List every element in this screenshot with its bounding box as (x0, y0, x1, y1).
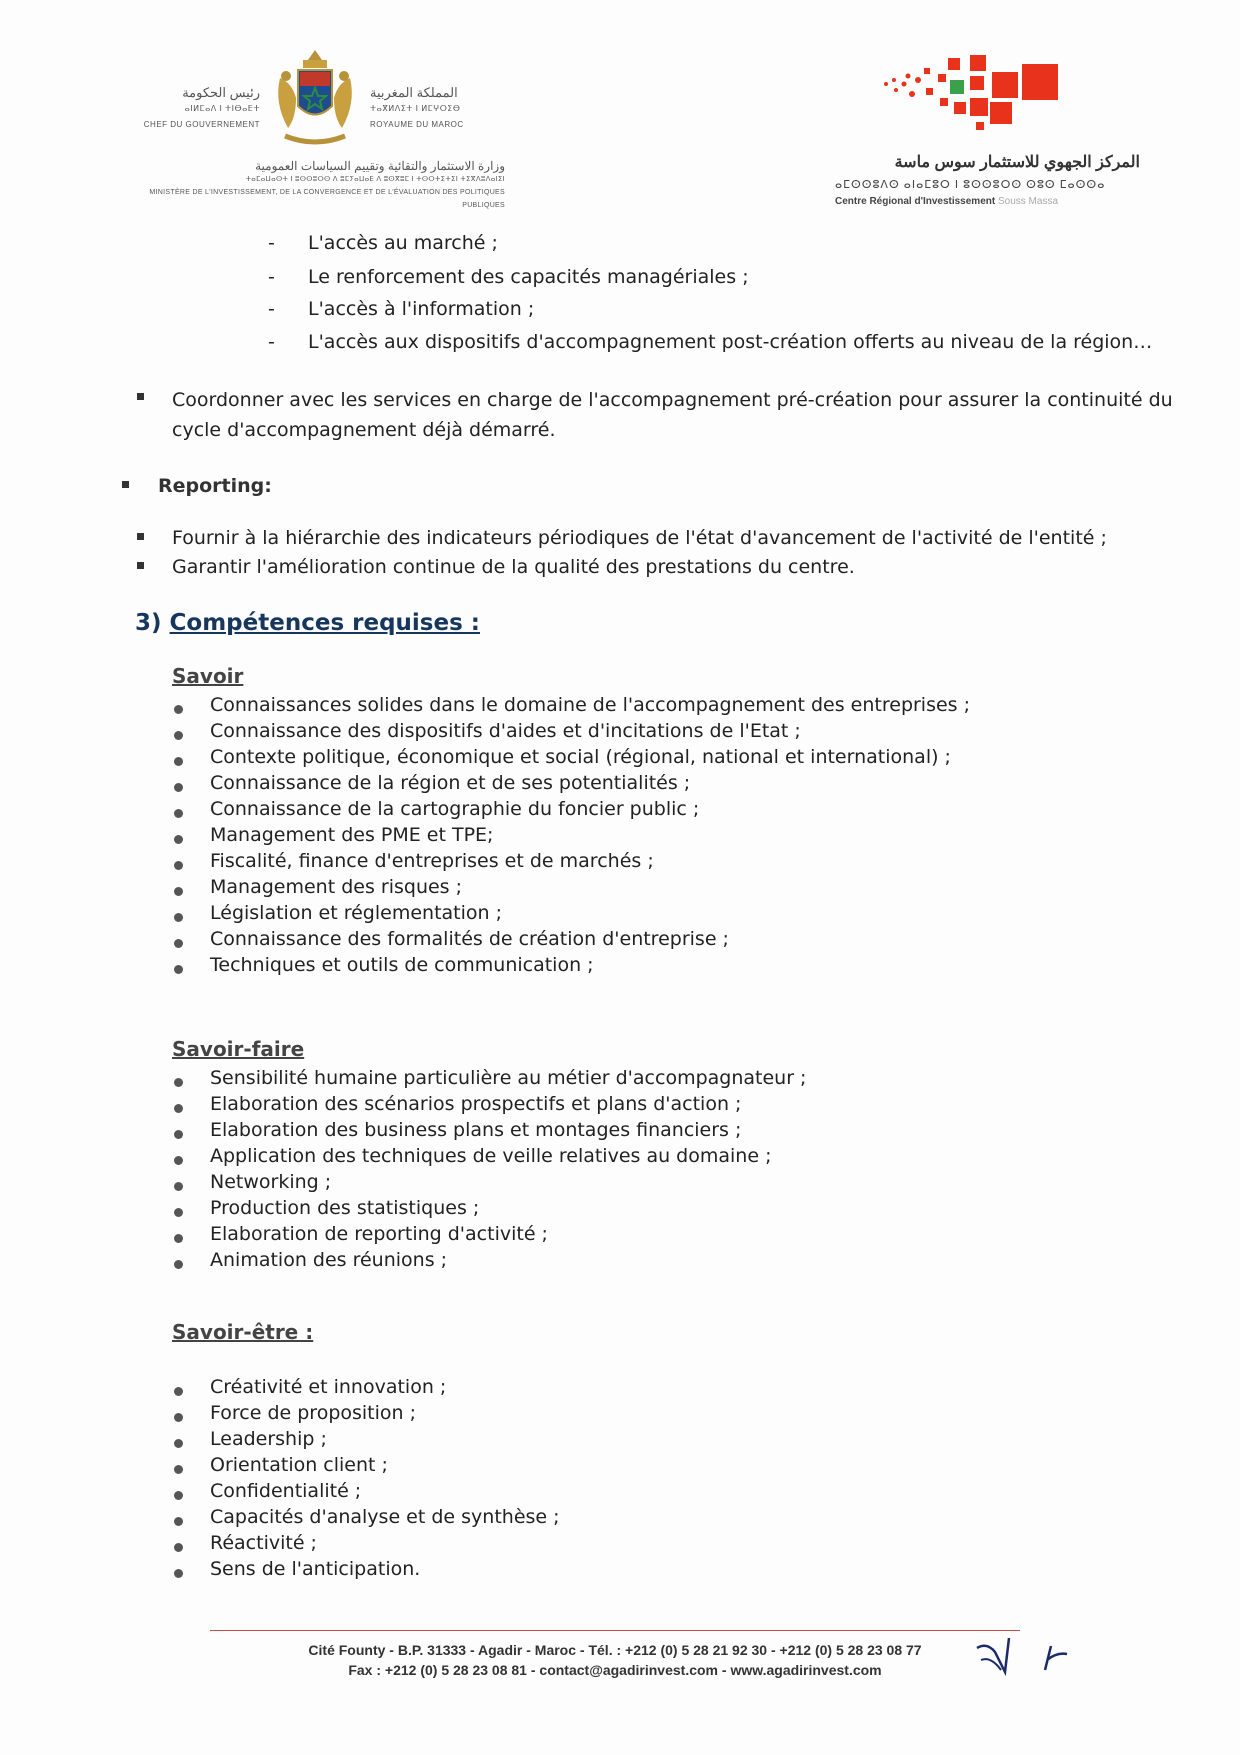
circle-bullet-icon (174, 1260, 183, 1269)
circle-bullet-icon (174, 705, 183, 714)
circle-bullet-icon (174, 1182, 183, 1191)
circle-bullet-icon (174, 757, 183, 766)
footer (210, 1640, 1020, 1680)
reporting-item: Fournir à la hiérarchie des indicateurs périodiques de l'état d'avancement de l'activité de l'entité ; (172, 527, 1107, 549)
government-header (120, 40, 520, 210)
cri-header (830, 50, 1150, 220)
circle-bullet-icon (174, 939, 183, 948)
ministry-label: وزارة الاستثمار والتقائية وتقييم السياسات العمومية ⵜⴰⵎⴰⵡⴰⵙⵜ ⵏ ⵓⵙⵙⵓⵔⵙ ⴷ ⵓⵎⵢⴰⵡⴰⴹ ⴷ ⵓⵙⴳⵓⵎ ⵏ ⵜⵙⵔⵜⵉⵜⵉⵏ ⵜⵉⴳⴷⵓⴷⴰⵏⵉⵏ MINISTÈRE DE L'INVESTISSEMENT, DE LA CONVERGENCE ET DE L'ÉVALUATION DES POLITIQUES PUBLIQUES (149, 159, 505, 209)
square-bullet-icon (137, 533, 144, 540)
savoir-etre-heading: Savoir-être : (172, 1320, 314, 1344)
circle-bullet-icon (174, 913, 183, 922)
circle-bullet-icon (174, 1543, 183, 1552)
kingdom-label: المملكة المغربية ⵜⴰⴳⵍⴷⵉⵜ ⵏ ⵍⵎⵖⵔⵉⴱ ROYAUME DU MAROC (370, 85, 464, 129)
savoir-heading: Savoir (172, 664, 244, 688)
cri-arabic-name: المركز الجهوي للاستثمار سوس ماسة (894, 154, 1140, 171)
circle-bullet-icon (174, 809, 183, 818)
reporting-item: Garantir l'amélioration continue de la qualité des prestations du centre. (172, 556, 855, 578)
section-title: 3) Compétences requises : (135, 610, 480, 636)
circle-bullet-icon (174, 1208, 183, 1217)
initials-signature-icon (975, 1630, 1085, 1690)
circle-bullet-icon (174, 887, 183, 896)
document-page: رئيس الحكومة ⴰⵏⵍⵎⴰⴷ ⵏ ⵜⵏⴱⴰⴹⵜ CHEF DU GOUVERNEMENT المملكة المغربية ⵜⴰⴳⵍⴷⵉⵜ ⵏ ⵍⵎⵖⵔⵉⴱ ROYAUME DU MAROC وزارة الاستثمار والتقائية وتقييم السياسات العمومية ⵜⴰⵎⴰⵡⴰⵙⵜ ⵏ ⵓⵙⵙⵓⵔⵙ ⴷ ⵓⵎⵢⴰⵡⴰⴹ ⴷ ⵓⵙⴳⵓⵎ ⵏ ⵜⵙⵔⵜⵉⵜⵉⵏ ⵜⵉⴳⴷⵓⴷⴰⵏⵉⵏ MINISTÈRE DE L'INVESTISSEMENT, DE LA CONVERGENCE ET DE L'ÉVALUATION DES POLITIQUES PUBLIQUES المركز الجهوي للاستثمار سوس ماسة ⴰⵎⵙⵙⵓⴷⵙ ⴰⵏⴰⵎⵓⵔ ⵏ ⵓⵙⵙⵓⵔⵙ ⵙⵓⵙ ⵎⴰⵙⵙⴰ Centre Régional d'Investissement Souss Massa - L'accès au marché ; - Le renforcement des capacités managériales ; - L'accès à l'information ; - L'accès aux dispositifs d'accompagnement post-création offerts au niveau de la région… Coordonner avec les services en charge de l'accompagnement pré-création pour assurer la continuité du cycle d'accompagnement déjà démarré. Reporting: Fournir à la hiérarchie des indicateurs périodiques de l'état d'avancement de l'activité de l'entité ; Garantir l'amélioration continue de la qualité des prestations du centre. 3) Compétences requises : Savoir Connaissances solides dans le domaine de l'accompagnement des entreprises ; Connaissance des dispositifs d'aides et d'incitations de l'Etat ; Contexte politique, économique et social (régional, national et international) ; Connaissance de la région et de ses potentialités ; Connaissance de la cartographie du foncier public ; Management des PME et TPE; Fiscalité, finance d'entreprises et de marchés ; Management des risques ; Législation et réglementation ; Connaissance des formalités de création d'entreprise ; Techniques et outils de communication ; Savoir-faire Sensibilité humaine particulière au métier d'accompagnateur ; Elaboration des scénarios prospectifs et plans d'action ; Elaboration des business plans et montages financiers ; Application des techniques de veille relatives au domaine ; Networking ; Production des statistiques ; Elaboration de reporting d'activité ; Animation des réunions ; Savoir-être : Créativité et innovation ; Force de proposition ; Leadership ; Orientation client ; Confidentialité ; Capacités d'analyse et de synthèse ; Réactivité ; Sens de l'anticipation. Cité Founty - B.P. 31333 - Agadir - Maroc - Tél. : +212 (0) 5 28 21 92 30 - +212 (0) 5 28 23 08 77 Fax : +212 (0) 5 28 23 08 81 - contact@agadirinvest.com - www.agadirinvest.com (0, 0, 1240, 1755)
square-bullet-icon (122, 481, 129, 488)
moroccan-coat-of-arms-icon (270, 48, 360, 153)
cri-tifinagh-name: ⴰⵎⵙⵙⵓⴷⵙ ⴰⵏⴰⵎⵓⵔ ⵏ ⵓⵙⵙⵓⵔⵙ ⵙⵓⵙ ⵎⴰⵙⵙⴰ (835, 179, 1106, 191)
head-of-government-label: رئيس الحكومة ⴰⵏⵍⵎⴰⴷ ⵏ ⵜⵏⴱⴰⴹⵜ CHEF DU GOUVERNEMENT (143, 85, 260, 129)
savoir-faire-heading: Savoir-faire (172, 1037, 305, 1061)
circle-bullet-icon (174, 1569, 183, 1578)
circle-bullet-icon (174, 1517, 183, 1526)
circle-bullet-icon (174, 1156, 183, 1165)
reporting-label: Reporting: (158, 475, 272, 497)
coordonner-paragraph: Coordonner avec les services en charge de l'accompagnement pré-création pour assurer la continuité du cycle d'accompagnement déjà démarré. (172, 389, 1173, 441)
circle-bullet-icon (174, 1130, 183, 1139)
circle-bullet-icon (174, 861, 183, 870)
cri-logo-icon (880, 50, 1130, 140)
footer-divider (210, 1630, 1020, 1631)
circle-bullet-icon (174, 1491, 183, 1500)
footer-contact: Fax : +212 (0) 5 28 23 08 81 - contact@agadirinvest.com - www.agadirinvest.com (348, 1662, 882, 1678)
circle-bullet-icon (174, 1234, 183, 1243)
circle-bullet-icon (174, 1439, 183, 1448)
circle-bullet-icon (174, 731, 183, 740)
circle-bullet-icon (174, 1465, 183, 1474)
footer-address: Cité Founty - B.P. 31333 - Agadir - Maroc - Tél. : +212 (0) 5 28 21 92 30 - +212 (0) 5 28 23 08 77 (308, 1642, 922, 1658)
square-bullet-icon (137, 562, 144, 569)
circle-bullet-icon (174, 1387, 183, 1396)
cri-french-name: Centre Régional d'Investissement Souss Massa (835, 196, 1059, 207)
circle-bullet-icon (174, 835, 183, 844)
circle-bullet-icon (174, 1104, 183, 1113)
circle-bullet-icon (174, 1413, 183, 1422)
circle-bullet-icon (174, 783, 183, 792)
circle-bullet-icon (174, 965, 183, 974)
square-bullet-icon (137, 393, 144, 400)
circle-bullet-icon (174, 1078, 183, 1087)
